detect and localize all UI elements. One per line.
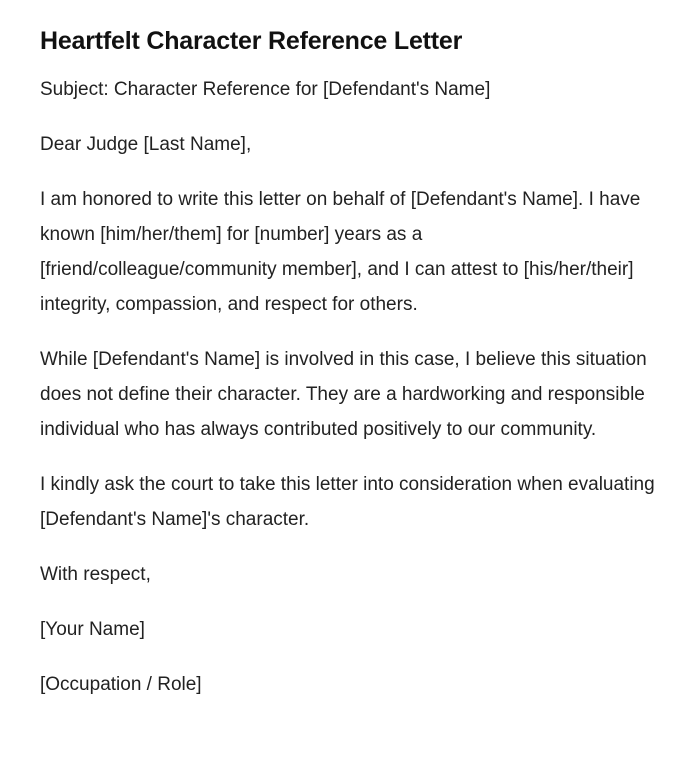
signature-name: [Your Name] [40,619,145,640]
body-paragraph-2: While [Defendant's Name] is involved in this case, I believe this situation does not define their character. They are a hardworking and responsible individual who has always contributed positively to our community. [40,349,647,440]
letter-title: Heartfelt Character Reference Letter [40,27,463,55]
subject-line: Subject: Character Reference for [Defendant's Name] [40,79,491,100]
body-paragraph-3: I kindly ask the court to take this letter into consideration when evaluating [Defendant's Name]'s character. [40,474,655,530]
salutation: Dear Judge [Last Name], [40,134,252,155]
body-paragraph-1: I am honored to write this letter on behalf of [Defendant's Name]. I have known [him/her/them] for [number] years as a [friend/colleague/community member], and I can attest to [his/her/their] integrity, compassion, and respect for others. [40,189,641,315]
signature-role: [Occupation / Role] [40,674,202,695]
closing: With respect, [40,564,151,585]
